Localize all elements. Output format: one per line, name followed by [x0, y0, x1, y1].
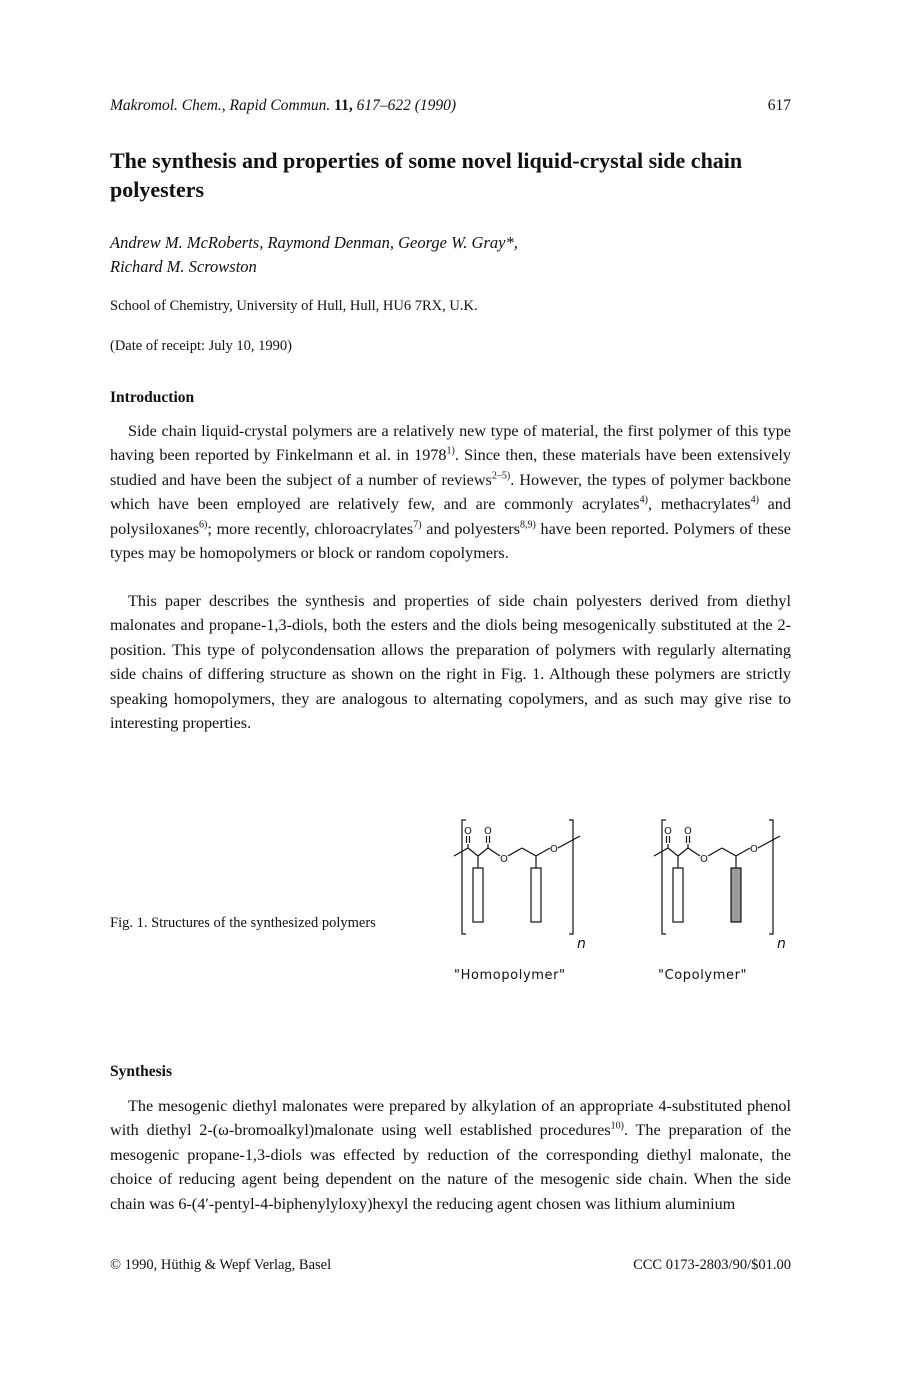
homopolymer-label: "Homopolymer"	[454, 968, 566, 983]
right-bracket	[769, 820, 773, 934]
backbone-bond	[708, 848, 722, 856]
left-bracket	[462, 820, 466, 934]
oxygen-atom-label: O	[664, 826, 672, 837]
journal-name: Makromol. Chem., Rapid Commun.	[110, 97, 331, 114]
text-run: The mesogenic diethyl malonates were prepared by alkylation of an appropriate 4-substituted phenol with diethyl 2-(ω-bromoalkyl)malonate using well established procedures	[110, 1097, 791, 1140]
text-run: Side chain liquid-crystal polymers are a relatively new type of material, the first polymer of this type having been reported by Finkelmann et al. in 1978	[110, 422, 791, 465]
mesogen-side-chain	[673, 868, 683, 922]
authors-line-1: Andrew M. McRoberts, Raymond Denman, George W. Gray*,	[110, 233, 518, 252]
intro-paragraph-2: This paper describes the synthesis and properties of side chain polyesters derived from diethyl malonates and propane-1,3-diols, both the esters and the diols being mesogenically substituted at the 2-position. This type of polycondensation allows the preparation of polymers with regularly alternating side chains of differing structure as shown on the right in Fig. 1. Although these polymers are strictly speaking homopolymers, they are analogous to alternating copolymers, and as such may give rise to interesting properties.	[110, 592, 791, 733]
section-heading-introduction: Introduction	[110, 389, 195, 406]
oxygen-atom-label: O	[550, 844, 558, 855]
reference-mark: 2–5)	[491, 470, 511, 482]
backbone-bond	[468, 848, 478, 856]
reference-mark: 7)	[413, 519, 422, 531]
reference-mark: 4)	[639, 494, 648, 506]
oxygen-atom-label: O	[750, 844, 758, 855]
text-run: . The preparation of the mesogenic propane-1,3-diols was effected by reduction of the corresponding diethyl malonate, the choice of reducing agent being dependent on the nature of the mesogenic side chain. When the side chain was 6-(4′-pentyl-4-biphenylyloxy)hexyl the reducing agent chosen was lithium aluminium	[110, 1121, 792, 1213]
intro-paragraph-1	[110, 419, 791, 565]
author-list	[110, 231, 518, 279]
ccc-code: CCC 0173-2803/90/$01.00	[633, 1257, 791, 1273]
homopolymer-structure	[454, 820, 580, 934]
text-run: , methacrylates	[647, 495, 751, 514]
reference-mark: 4)	[750, 494, 759, 506]
text-run: and polysiloxanes	[110, 495, 791, 538]
text-run: . However, the types of polymer backbone which have been employed are relatively few, and are commonly acrylates	[110, 470, 791, 514]
backbone-bond	[508, 848, 522, 856]
mesogen-side-chain	[531, 868, 541, 922]
left-bracket	[662, 820, 666, 934]
reference-mark: 1)	[446, 446, 455, 458]
backbone-bond	[478, 848, 488, 856]
reference-mark: 8,9)	[519, 519, 536, 531]
backbone-bond	[668, 848, 678, 856]
oxygen-atom-label: O	[700, 854, 708, 865]
copolymer-structure	[654, 820, 780, 934]
backbone-bond	[654, 848, 668, 856]
oxygen-atom-label: O	[464, 826, 472, 837]
copyright-notice: © 1990, Hüthig & Wepf Verlag, Basel	[110, 1257, 332, 1273]
page-number: 617	[767, 97, 791, 114]
backbone-bond	[536, 848, 550, 856]
text-run: . Since then, these materials have been extensively studied and have been the subject of a number of reviews	[110, 446, 791, 489]
backbone-bond	[522, 848, 536, 856]
repeat-subscript: n	[777, 936, 786, 952]
backbone-bond	[722, 848, 736, 856]
text-run: ; more recently, chloroacrylates	[207, 519, 414, 538]
affiliation: School of Chemistry, University of Hull, Hull, HU6 7RX, U.K.	[110, 298, 478, 314]
figure-caption: Fig. 1. Structures of the synthesized polymers	[110, 915, 376, 931]
mesogen-side-chain	[473, 868, 483, 922]
figure-1-structures	[440, 810, 810, 960]
copolymer-label: "Copolymer"	[658, 968, 748, 983]
running-header	[110, 97, 456, 115]
journal-volume: 11,	[334, 97, 353, 114]
reference-mark: 10)	[610, 1121, 624, 1133]
backbone-bond	[678, 848, 688, 856]
backbone-bond	[488, 848, 500, 856]
backbone-bond	[758, 836, 780, 848]
oxygen-atom-label: O	[484, 826, 492, 837]
receipt-date: (Date of receipt: July 10, 1990)	[110, 338, 293, 354]
oxygen-atom-label: O	[684, 826, 692, 837]
right-bracket	[569, 820, 573, 934]
reference-mark: 6)	[199, 519, 208, 531]
mesogen-side-chain-shaded	[731, 868, 741, 922]
text-run: have been reported. Polymers of these types may be homopolymers or block or random copolymers.	[110, 519, 791, 563]
backbone-bond	[454, 848, 468, 856]
authors-line-2: Richard M. Scrowston	[110, 257, 257, 276]
section-heading-synthesis: Synthesis	[110, 1063, 173, 1080]
backbone-bond	[736, 848, 750, 856]
backbone-bond	[688, 848, 700, 856]
article-title: The synthesis and properties of some novel liquid-crystal side chain polyesters	[110, 148, 743, 202]
repeat-subscript: n	[577, 936, 586, 952]
backbone-bond	[558, 836, 580, 848]
synthesis-paragraph-1	[110, 1094, 791, 1216]
journal-pages-year: 617–622 (1990)	[356, 97, 457, 114]
oxygen-atom-label: O	[500, 854, 508, 865]
text-run: and polyesters	[421, 519, 520, 538]
